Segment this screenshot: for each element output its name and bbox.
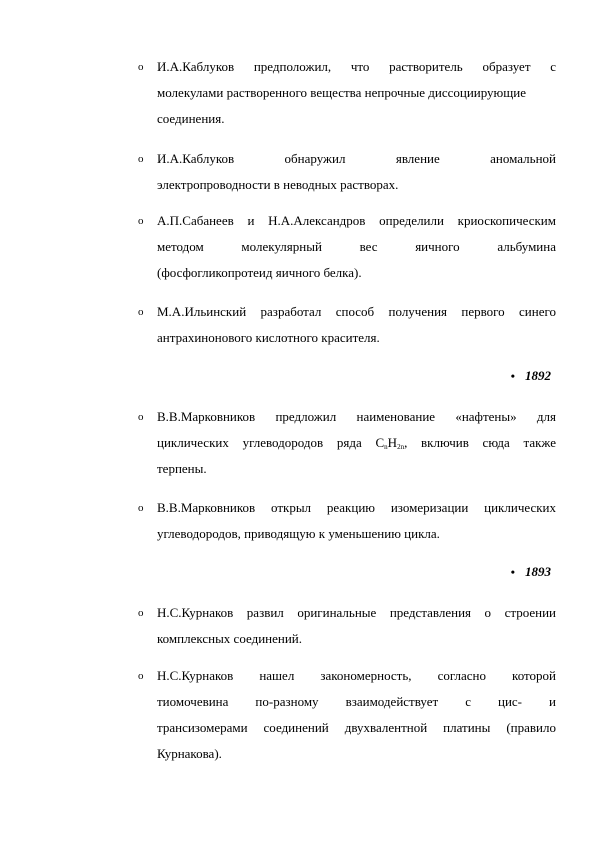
text-line: И.А.Каблуков обнаружил явление аномальной (157, 151, 556, 166)
text-line: комплексных соединений. (157, 631, 302, 646)
bullet-marker: o (138, 411, 144, 423)
bullet-marker: o (138, 306, 144, 318)
year-bullet-icon: • (510, 369, 515, 383)
text-line: Н.С.Курнаков развил оригинальные представления о строении (157, 605, 556, 620)
bullet-marker: o (138, 153, 144, 165)
formula: $C_nH_{2n}$ (375, 435, 405, 451)
text-fragment: циклических углеводородов ряда (157, 435, 362, 450)
item-text (157, 495, 556, 547)
bullet-marker: o (138, 61, 144, 73)
text-line: антрахинонового кислотного красителя. (157, 330, 380, 345)
text-line: М.А.Ильинский разработал способ получения первого синего (157, 304, 556, 319)
year-label: 1892 (525, 368, 551, 383)
text-line: соединения. (157, 111, 225, 126)
text-line: углеводородов, приводящую к уменьшению цикла. (157, 526, 440, 541)
text-line: методом молекулярный вес яичного альбумина (157, 239, 556, 254)
item-text (157, 299, 556, 351)
year-heading (511, 562, 551, 582)
year-bullet-icon: • (510, 565, 515, 579)
text-fragment: , включив сюда также (404, 435, 556, 450)
text-line: Курнакова). (157, 746, 222, 761)
item-text (157, 404, 556, 482)
text-line: А.П.Сабанеев и Н.А.Александров определили криоскопическим (157, 213, 556, 228)
bullet-marker: o (138, 607, 144, 619)
bullet-marker: o (138, 670, 144, 682)
item-text (157, 208, 556, 286)
item-text (157, 663, 556, 767)
text-line: тиомочевина по-разному взаимодействует с цис- и (157, 694, 556, 709)
year-label: 1893 (525, 564, 551, 579)
bullet-marker: o (138, 502, 144, 514)
text-line: молекулами растворенного вещества непрочные диссоциирующие (157, 85, 527, 100)
text-line-with-formula (157, 430, 556, 456)
text-line: электропроводности в неводных растворах. (157, 177, 399, 192)
item-text (157, 146, 556, 198)
text-line: терпены. (157, 461, 207, 476)
item-text (157, 600, 556, 652)
text-line: В.В.Марковников предложил наименование «нафтены» для (157, 409, 556, 424)
text-line: Н.С.Курнаков нашел закономерность, согласно которой (157, 668, 556, 683)
year-heading (511, 366, 551, 386)
text-line: трансизомерами соединений двухвалентной платины (правило (157, 720, 556, 735)
text-line: И.А.Каблуков предположил, что растворитель образует с (157, 59, 556, 74)
text-line: (фосфогликопротеид яичного белка). (157, 265, 362, 280)
item-text (157, 54, 556, 132)
bullet-marker: o (138, 215, 144, 227)
text-line: В.В.Марковников открыл реакцию изомеризации циклических (157, 500, 556, 515)
